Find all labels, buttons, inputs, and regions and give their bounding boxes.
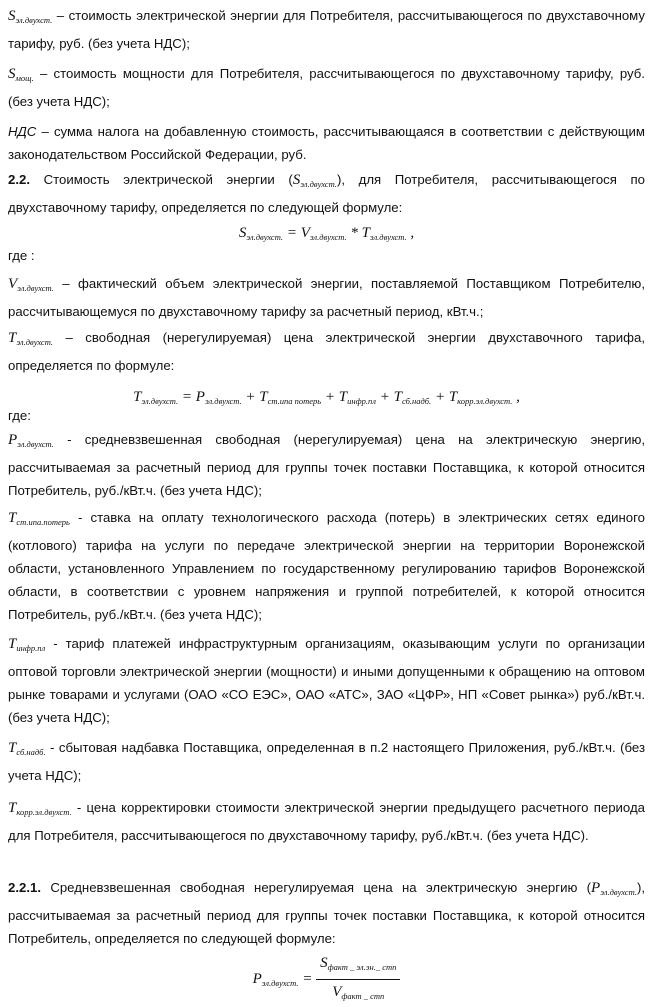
section-number: 2.2.1.: [8, 880, 41, 895]
definition-t-st-ipa-poter: $T_{ст.ипа.потерь}$ - ставка на оплату технологического расхода (потерь) в электрических сетях единого (котлового) тарифа на услуги по передаче электрической энергии на территории Воронежской области, установленного Управлением по государственному регулированию тарифов Воронежской области, в соответствии с уровнем напряжения и группой потребителей, к которой относится Потребитель, руб./кВт.ч. (без учета НДС);: [8, 510, 645, 622]
symbol: $S_{эл.двухст.}$: [8, 8, 53, 25]
definition-v-el-dvuhst: $V_{эл.двухст.}$ – фактический объем электрической энергии, поставляемой Поставщиком Потребителю, рассчитывающемуся по двухставочному тарифу за расчетный период, кВт.ч.;: [8, 276, 645, 319]
definition-nds: НДС – сумма налога на добавленную стоимость, рассчитывающаяся в соответствии с действующим законодательством Российской Федерации, руб.: [8, 124, 645, 162]
section-2-2: 2.2. Стоимость электрической энергии $(S_{эл.двухст.})$, для Потребителя, рассчитывающегося по двухставочному тарифу, определяется по следующей формуле:: [8, 172, 645, 215]
where-label-2: где:: [8, 408, 31, 423]
definition-t-korr: $T_{корр.эл.двухст.}$ - цена корректировки стоимости электрической энергии предыдущего расчетного периода для Потребителя, рассчитывающегося по двухставочному тарифу, руб./кВт.ч. (без учета НДС).: [8, 800, 645, 843]
symbol: $V_{эл.двухст.}$: [8, 276, 54, 293]
section-2-2-1: 2.2.1. Средневзвешенная свободная нерегулируемая цена на электрическую энергию $(P_{эл.двухст.})$, рассчитываемая за расчетный период для группы точек поставки Поставщика, к которой относится Потребитель, определяется по следующей формуле:: [8, 880, 645, 946]
symbol: $P_{эл.двухст.}$: [8, 432, 54, 449]
definition-p-el-dvuhst: $P_{эл.двухст.}$ - средневзвешенная свободная (нерегулируемая) цена на электрическую энергию, рассчитываемая за расчетный период для группы точек поставки Поставщика, к которой относится Потребитель, руб./кВт.ч. (без учета НДС);: [8, 432, 645, 498]
definition-t-infr-pl: $T_{инфр.пл}$ - тариф платежей инфраструктурным организациям, оказывающим услуги по организации оптовой торговли электрической энергии (мощности) и иными допущенными к обращению на оптовом рынке товарами и услугами (ОАО «СО ЕЭС», ОАО «АТС», ЗАО «ЦФР», НП «Совет рынка») руб./кВт.ч. (без учета НДС);: [8, 636, 645, 725]
section-number: 2.2.: [8, 172, 30, 187]
symbol: $S_{эл.двухст.}$: [292, 172, 337, 189]
symbol: $T_{сб.надб.}$: [8, 740, 46, 757]
term: НДС: [8, 124, 37, 139]
fraction-denominator: $V_{факт \_ стп}$: [332, 984, 385, 1001]
fraction-numerator: $S_{факт \_ эл.эн.\_ стп}$: [316, 952, 400, 980]
definition-t-sb-nadb: $T_{сб.надб.}$ - сбытовая надбавка Поставщика, определенная в п.2 настоящего Приложения, руб./кВт.ч. (без учета НДС);: [8, 740, 645, 783]
definition-s-moshch: $S_{мощ.}$ – стоимость мощности для Потребителя, рассчитывающегося по двухставочному тарифу, руб. (без учета НДС);: [8, 66, 645, 109]
symbol: $T_{эл.двухст.}$: [8, 330, 54, 347]
symbol: $P_{эл.двухст.}$: [591, 880, 637, 897]
formula-t-el-dvuhst: $T_{эл.двухст.} = P_{эл.двухст.} + T_{ст.ипа потерь} + T_{инфр.пл} + T_{сб.надб.} + T_{корр.эл.двухст.}$ ,: [133, 389, 520, 406]
symbol: $T_{инфр.пл}$: [8, 636, 46, 653]
where-label: где :: [8, 248, 35, 263]
symbol: $T_{ст.ипа.потерь}$: [8, 510, 70, 527]
fraction: [316, 952, 400, 1007]
definition-t-el-dvuhst: $T_{эл.двухст.}$ – свободная (нерегулируемая) цена электрической энергии двухставочного тарифа, определяется по формуле:: [8, 330, 645, 373]
symbol: $T_{корр.эл.двухст.}$: [8, 800, 72, 817]
symbol: $S_{мощ.}$: [8, 66, 34, 83]
definition-s-el-dvuhst: $S_{эл.двухст.}$ – стоимость электрической энергии для Потребителя, рассчитывающегося по двухставочному тарифу, руб. (без учета НДС);: [8, 8, 645, 51]
formula-p-el-dvuhst: $P_{эл.двухст.}$ = $\frac{S_{факт \_ эл.эн.\_ стп}}{V_{факт \_ стп}}$: [0, 952, 653, 1007]
formula-s-el-dvuhst: $S_{эл.двухст.} = V_{эл.двухст.} * T_{эл.двухст.}$ ,: [238, 225, 415, 242]
